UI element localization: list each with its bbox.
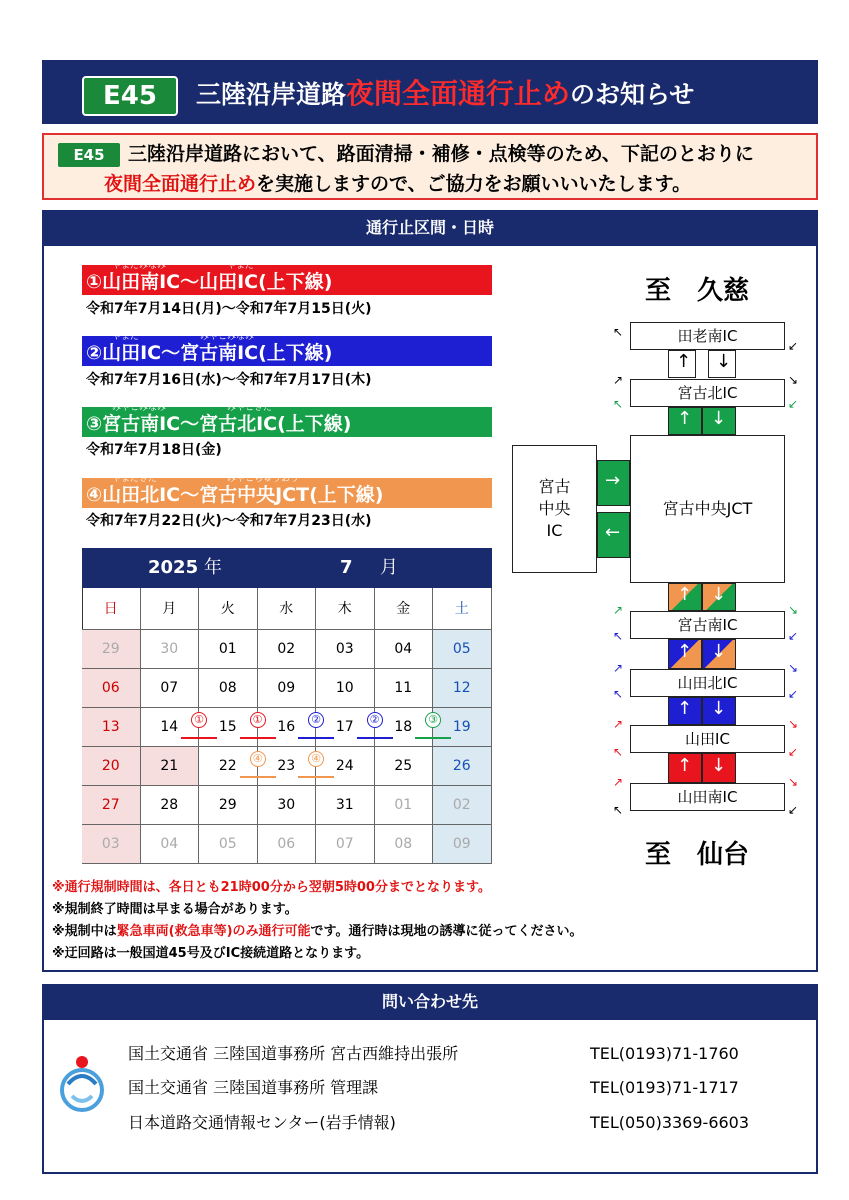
closure-marker: ①: [250, 712, 266, 728]
weekday-header: 月: [141, 588, 200, 630]
route-2: やまだ みやこみなみ ②山田IC～宮古南IC(上下線): [82, 336, 492, 366]
calendar-day: 16: [258, 708, 317, 747]
direction-south: 至 仙台: [645, 840, 750, 870]
calendar-day: 18: [375, 708, 434, 747]
down-arrow-icon: ↓: [711, 698, 727, 719]
calendar-day: 02: [433, 786, 492, 825]
calendar-day: 05: [433, 630, 492, 669]
route-1: やまだみなみ やまだ ①山田南IC～山田IC(上下線): [82, 265, 492, 295]
contact-tel-2[interactable]: TEL(0193)71-1717: [590, 1078, 739, 1097]
right-arrow-icon: →: [605, 470, 621, 491]
ic-box-miyakokita: 宮古北IC: [630, 379, 785, 407]
calendar-day: 04: [141, 825, 200, 864]
calendar-day: 03: [316, 630, 375, 669]
calendar-day: 02: [258, 630, 317, 669]
calendar-grid: [82, 588, 492, 864]
up-arrow-icon: ↑: [677, 755, 693, 776]
calendar-day: 22: [199, 747, 258, 786]
calendar-day: 17: [316, 708, 375, 747]
route-3: みやこみなみ みやこきた ③宮古南IC～宮古北IC(上下線): [82, 407, 492, 437]
calendar-day: 29: [199, 786, 258, 825]
calendar-day: 23: [258, 747, 317, 786]
calendar-day: 19: [433, 708, 492, 747]
closure-span-arrow: [181, 737, 217, 739]
arrow-icon: ↗: [613, 373, 624, 387]
section-title: 通行止区間・日時: [42, 210, 818, 246]
direction-north: 至 久慈: [645, 276, 750, 306]
arrow-icon: ↙: [788, 339, 799, 353]
contact-org-1: 国土交通省 三陸国道事務所 宮古西維持出張所: [128, 1044, 459, 1063]
weekday-header: 土: [433, 588, 492, 630]
calendar-day: 01: [199, 630, 258, 669]
closure-span-arrow: [298, 776, 334, 778]
arrow-icon: ↙: [788, 629, 799, 643]
arrow-icon: ↗: [613, 603, 624, 617]
contact-tel-1[interactable]: TEL(0193)71-1760: [590, 1044, 739, 1063]
arrow-icon: ↘: [788, 373, 799, 387]
route-3-dates: 令和7年7月18日(金): [86, 442, 222, 458]
arrow-icon: ↙: [788, 803, 799, 817]
calendar-day: 11: [375, 669, 434, 708]
arrow-icon: ↖: [613, 687, 624, 701]
weekday-header: 日: [82, 588, 141, 630]
calendar-day: 10: [316, 669, 375, 708]
closure-marker: ②: [308, 712, 324, 728]
jct-box: 宮古中央JCT: [630, 435, 785, 583]
note-3: ※規制中は緊急車両(救急車等)のみ通行可能です。通行時は現地の誘導に従ってください。: [52, 924, 583, 939]
calendar-day: 30: [141, 630, 200, 669]
calendar-day: 14: [141, 708, 200, 747]
down-arrow-icon: ↓: [711, 641, 727, 662]
closure-span-arrow: [415, 737, 451, 739]
down-arrow-icon: ↓: [711, 755, 727, 776]
closure-marker: ③: [425, 712, 441, 728]
arrow-icon: ↙: [788, 397, 799, 411]
arrow-icon: ↘: [788, 661, 799, 675]
arrow-icon: ↖: [613, 745, 624, 759]
route-4: やまだきた みやこちゅうおう ④山田北IC～宮古中央JCT(上下線): [82, 478, 492, 508]
contact-org-3: 日本道路交通情報センター(岩手情報): [128, 1113, 396, 1132]
calendar-day: 06: [82, 669, 141, 708]
calendar-day: 04: [375, 630, 434, 669]
weekday-header: 火: [199, 588, 258, 630]
calendar-day: 12: [433, 669, 492, 708]
arrow-icon: ↘: [788, 603, 799, 617]
arrow-icon: ↙: [788, 745, 799, 759]
arrow-icon: ↘: [788, 775, 799, 789]
calendar-day: 08: [375, 825, 434, 864]
calendar-day: 06: [258, 825, 317, 864]
calendar-day: 25: [375, 747, 434, 786]
calendar-month: 7: [340, 557, 353, 578]
calendar-header: 2025 年 7 月: [82, 548, 492, 588]
calendar-day: 08: [199, 669, 258, 708]
closure-span-arrow: [240, 737, 276, 739]
notice-e45-badge: E45: [58, 143, 120, 167]
closure-span-arrow: [298, 737, 334, 739]
calendar-day: 09: [433, 825, 492, 864]
calendar-day: 05: [199, 825, 258, 864]
calendar-day: 28: [141, 786, 200, 825]
route-4-dates: 令和7年7月22日(火)～令和7年7月23日(水): [86, 513, 372, 529]
calendar-day: 29: [82, 630, 141, 669]
calendar-day: 09: [258, 669, 317, 708]
up-arrow-icon: ↑: [677, 408, 693, 429]
calendar-year: 2025: [148, 557, 199, 578]
closure-marker: ④: [308, 751, 324, 767]
ic-box-tarominami: 田老南IC: [630, 322, 785, 350]
note-2: ※規制終了時間は早まる場合があります。: [52, 902, 298, 917]
calendar-day: 26: [433, 747, 492, 786]
title-highlight: 夜間全面通行止め: [346, 77, 571, 110]
calendar-day: 01: [375, 786, 434, 825]
contact-title: 問い合わせ先: [42, 984, 818, 1020]
arrow-icon: ↖: [613, 629, 624, 643]
calendar-day: 13: [82, 708, 141, 747]
arrow-icon: ↗: [613, 775, 624, 789]
up-arrow-icon: ↑: [677, 698, 693, 719]
contact-org-2: 国土交通省 三陸国道事務所 管理課: [128, 1078, 379, 1097]
note-4: ※迂回路は一般国道45号及びIC接続道路となります。: [52, 946, 370, 961]
arrow-icon: ↖: [613, 325, 624, 339]
left-arrow-icon: ←: [605, 522, 621, 543]
arrow-icon: ↗: [613, 717, 624, 731]
closure-span-arrow: [240, 776, 276, 778]
arrow-icon: ↘: [788, 717, 799, 731]
calendar-day: 21: [141, 747, 200, 786]
calendar-day: 31: [316, 786, 375, 825]
closure-marker: ④: [250, 751, 266, 767]
e45-badge: E45: [82, 76, 178, 116]
calendar-day: 07: [316, 825, 375, 864]
calendar-day: 30: [258, 786, 317, 825]
arrow-icon: ↖: [613, 803, 624, 817]
page-title: 三陸沿岸道路夜間全面通行止めのお知らせ: [196, 77, 695, 110]
calendar-day: 20: [82, 747, 141, 786]
calendar-day: 24: [316, 747, 375, 786]
arrow-icon: ↙: [788, 687, 799, 701]
ic-box-miyakominami: 宮古南IC: [630, 611, 785, 639]
mlit-logo-icon: [58, 1054, 106, 1116]
calendar-day: 03: [82, 825, 141, 864]
calendar-day: 27: [82, 786, 141, 825]
route-1-dates: 令和7年7月14日(月)～令和7年7月15日(火): [86, 301, 372, 317]
ic-box-yamadakita: 山田北IC: [630, 669, 785, 697]
note-1: ※通行規制時間は、各日とも21時00分から翌朝5時00分までとなります。: [52, 880, 491, 895]
closure-marker: ②: [367, 712, 383, 728]
weekday-header: 木: [316, 588, 375, 630]
route-diagram: [505, 262, 805, 872]
down-arrow-icon: ↓: [711, 408, 727, 429]
weekday-header: 水: [258, 588, 317, 630]
ic-box-yamada: 山田IC: [630, 725, 785, 753]
contact-tel-3[interactable]: TEL(050)3369-6603: [590, 1113, 750, 1132]
calendar-day: 15: [199, 708, 258, 747]
up-arrow-icon: ↑: [677, 641, 693, 662]
arrow-icon: ↗: [613, 661, 624, 675]
notice-line2: 夜間全面通行止めを実施しますので、ご協力をお願いいいたします。: [104, 173, 692, 195]
ic-box-miyakochuo: 宮古 中央 IC: [512, 445, 597, 573]
weekday-header: 金: [375, 588, 434, 630]
down-arrow-icon: ↓: [716, 351, 732, 372]
ic-box-yamadaminami: 山田南IC: [630, 783, 785, 811]
up-arrow-icon: ↑: [676, 351, 692, 372]
closure-span-arrow: [357, 737, 393, 739]
closure-marker: ①: [191, 712, 207, 728]
notice-line1: 三陸沿岸道路において、路面清掃・補修・点検等のため、下記のとおりに: [128, 143, 754, 165]
route-2-dates: 令和7年7月16日(水)～令和7年7月17日(木): [86, 372, 372, 388]
down-arrow-icon: ↓: [711, 584, 727, 605]
calendar-day: 07: [141, 669, 200, 708]
up-arrow-icon: ↑: [677, 584, 693, 605]
arrow-icon: ↖: [613, 397, 624, 411]
